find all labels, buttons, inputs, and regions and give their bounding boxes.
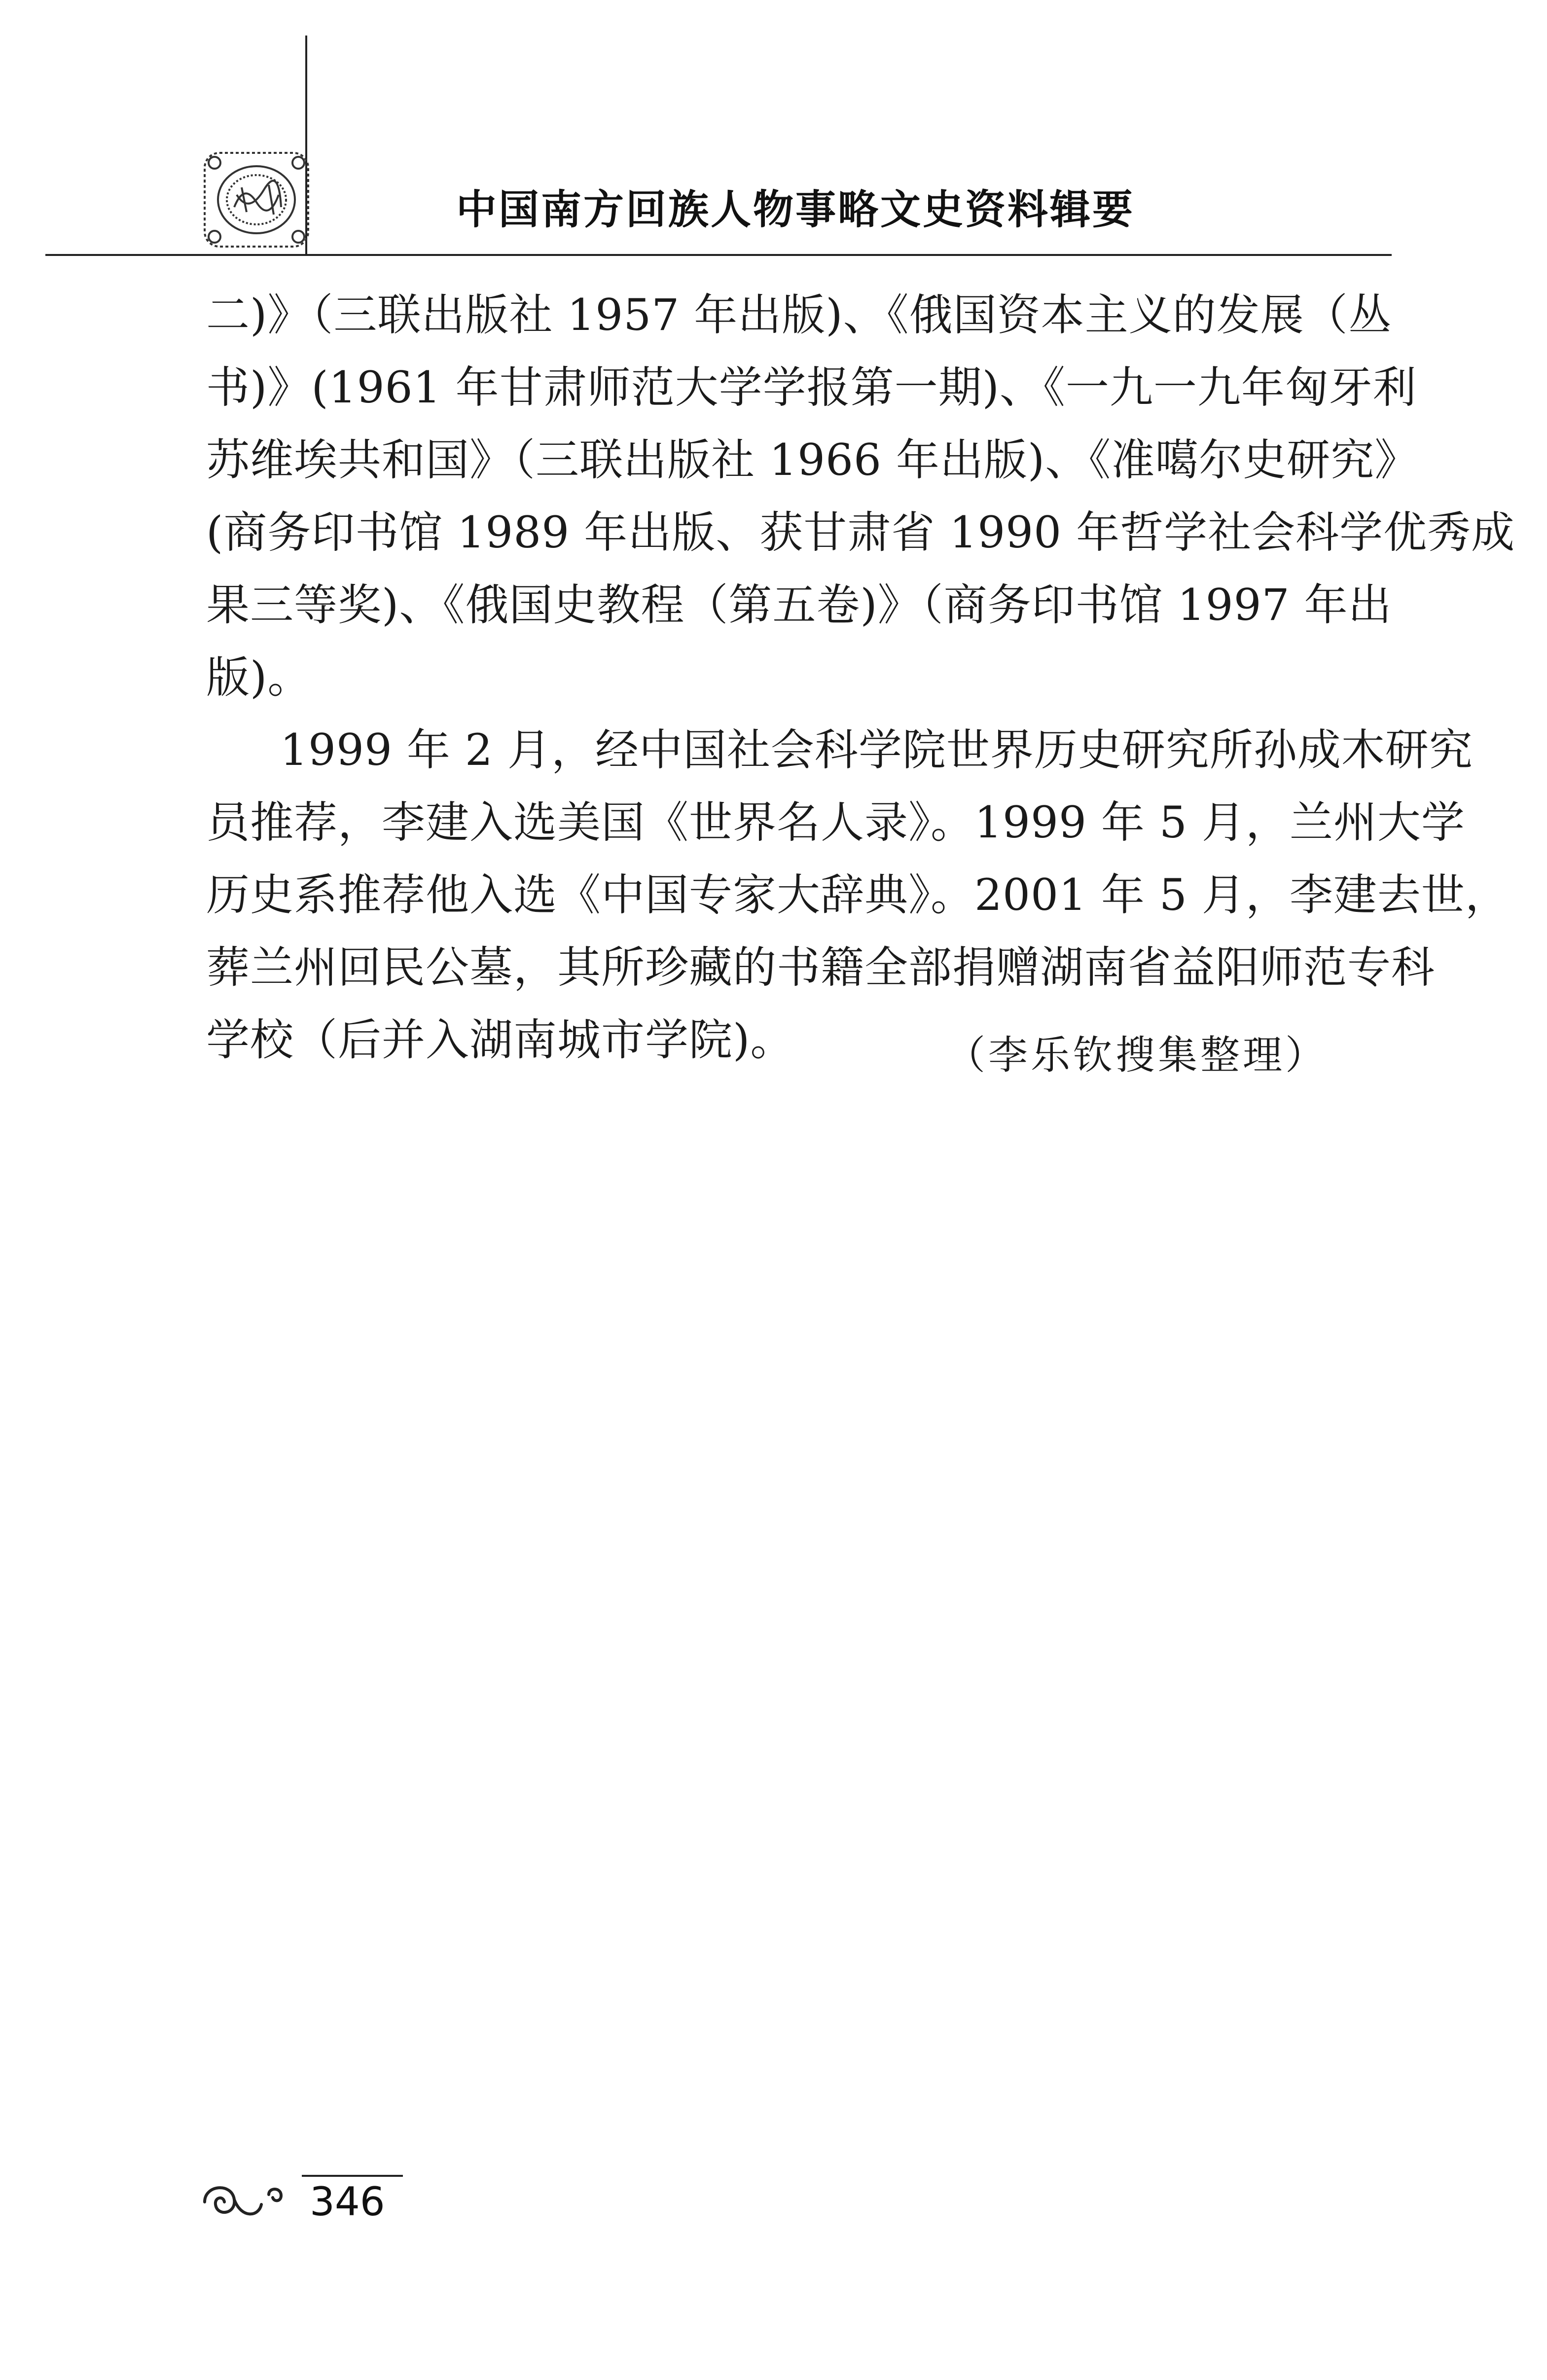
- header-rule: [45, 254, 1392, 256]
- text-line: 1999 年 2 月，经中国社会科学院世界历史研究所孙成木研究: [280, 724, 1473, 775]
- footer-rule: [302, 2175, 403, 2177]
- compiler-credit: （李乐钦搜集整理）: [946, 1032, 1328, 1078]
- text-line: 二)》（三联出版社 1957 年出版)、《俄国资本主义的发展（丛: [206, 289, 1392, 340]
- text-line: 版)。: [206, 652, 312, 703]
- running-title: 中国南方回族人物事略文史资料辑要: [456, 186, 1135, 233]
- text-line: 书)》(1961 年甘肃师范大学学报第一期)、《一九一九年匈牙利: [206, 362, 1417, 413]
- text-line: 葬兰州回民公墓，其所珍藏的书籍全部捐赠湖南省益阳师范专科: [206, 942, 1436, 993]
- scroll-ornament-icon: [195, 2175, 293, 2229]
- text-line: 苏维埃共和国》（三联出版社 1966 年出版)、《准噶尔史研究》: [206, 434, 1419, 485]
- text-line: 学校（后并入湖南城市学院)。: [206, 1014, 794, 1065]
- body-text: [206, 279, 1515, 1076]
- calligraphy-ornament-icon: [200, 148, 313, 252]
- text-line: 员推荐，李建入选美国《世界名人录》。1999 年 5 月，兰州大学: [206, 797, 1465, 848]
- page-number: 346: [310, 2179, 385, 2225]
- text-line: 果三等奖)、《俄国史教程（第五卷)》（商务印书馆 1997 年出: [206, 579, 1392, 630]
- text-line: (商务印书馆 1989 年出版、获甘肃省 1990 年哲学社会科学优秀成: [206, 507, 1515, 558]
- text-line: 历史系推荐他入选《中国专家大辞典》。2001 年 5 月，李建去世，: [206, 869, 1509, 920]
